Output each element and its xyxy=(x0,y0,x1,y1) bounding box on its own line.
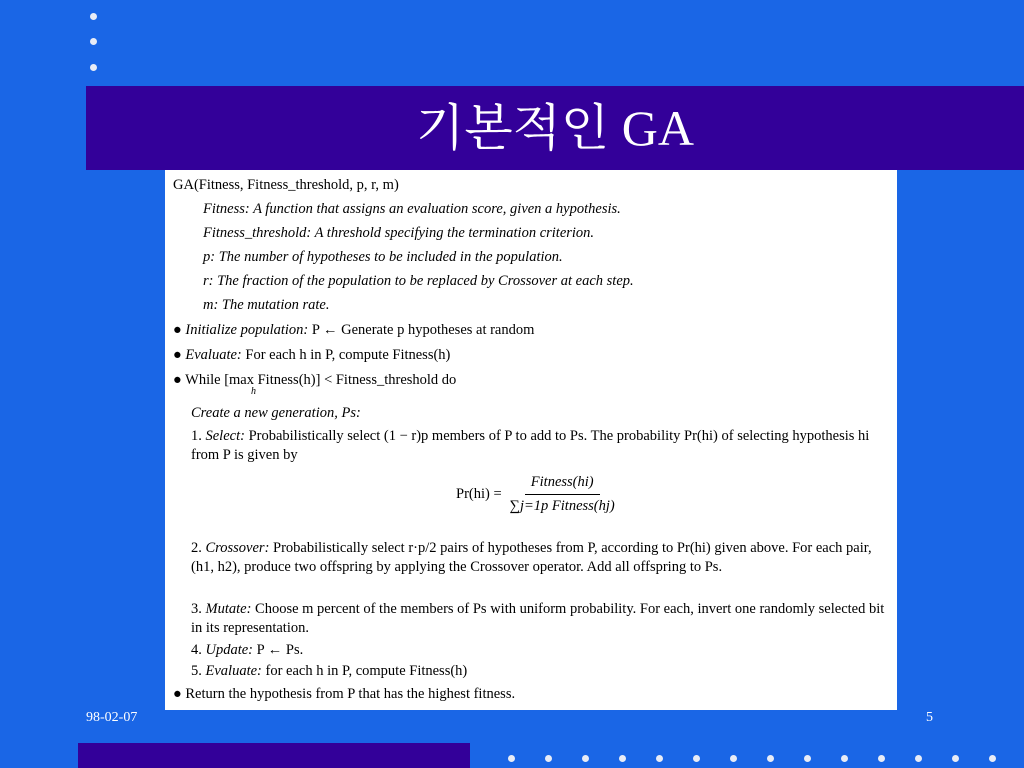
step-select xyxy=(191,427,891,465)
algorithm-figure xyxy=(165,170,897,710)
evaluate-text: For each h in P, compute Fitness(h) xyxy=(245,347,451,363)
step-text: P ← Ps. xyxy=(256,642,304,658)
decor-dot xyxy=(804,755,811,762)
slide-title: 기본적인 GA xyxy=(416,100,694,156)
step-update xyxy=(191,641,303,660)
step-number: 1. xyxy=(191,428,202,444)
step-label: Mutate: xyxy=(205,601,252,617)
decor-dot xyxy=(90,64,97,71)
init-text: P ← Generate p hypotheses at random xyxy=(311,322,535,338)
bullet-icon: ● xyxy=(173,372,182,388)
page-number: 5 xyxy=(926,710,933,725)
return-text: Return the hypothesis from P that has the highest fitness. xyxy=(185,686,516,702)
title-band xyxy=(86,86,1024,170)
while-subscript: h xyxy=(251,386,256,397)
bottom-band xyxy=(78,743,470,768)
step-label: Crossover: xyxy=(205,540,270,556)
bullet-icon: ● xyxy=(173,686,182,702)
step-number: 4. xyxy=(191,642,202,658)
formula-fraction xyxy=(510,473,615,516)
step-mutate xyxy=(191,600,891,638)
decor-dot xyxy=(582,755,589,762)
probability-formula xyxy=(456,473,615,516)
formula-denominator: ∑j=1p Fitness(hj) xyxy=(509,498,615,514)
step-label: Update: xyxy=(205,642,254,658)
formula-numerator: Fitness(hi) xyxy=(525,473,600,495)
decor-dot xyxy=(656,755,663,762)
formula-lhs: Pr(hi) = xyxy=(456,486,502,502)
evaluate-label: Evaluate: xyxy=(185,347,242,363)
param-p: p: The number of hypotheses to be included in the population. xyxy=(203,249,563,265)
step-text: Choose m percent of the members of Ps with uniform probability. For each, invert one randomly selected bit in its representation. xyxy=(191,601,885,636)
init-label: Initialize population: xyxy=(185,322,309,338)
step-evaluate xyxy=(191,662,467,681)
decor-dot xyxy=(841,755,848,762)
decor-dot xyxy=(767,755,774,762)
decor-dot xyxy=(915,755,922,762)
param-r: r: The fraction of the population to be replaced by Crossover at each step. xyxy=(203,273,634,289)
footer-date: 98-02-07 xyxy=(86,710,138,725)
while-line xyxy=(173,371,456,390)
bullet-icon: ● xyxy=(173,322,182,338)
param-threshold: Fitness_threshold: A threshold specifying the termination criterion. xyxy=(203,225,595,241)
algorithm-header: GA(Fitness, Fitness_threshold, p, r, m) xyxy=(173,177,399,193)
param-fitness: Fitness: A function that assigns an evaluation score, given a hypothesis. xyxy=(203,201,621,217)
step-label: Evaluate: xyxy=(205,663,262,679)
step-label: Select: xyxy=(205,428,245,444)
decor-dot xyxy=(90,13,97,20)
evaluate-line xyxy=(173,346,450,365)
decor-dot xyxy=(693,755,700,762)
step-text: Probabilistically select r·p/2 pairs of hypotheses from P, according to Pr(hi) given above. For each pair, (h1, h2), produce two offspring by applying the Crossover operator. Add all offspring to Ps. xyxy=(191,540,872,575)
step-number: 5. xyxy=(191,663,202,679)
decor-dot xyxy=(90,38,97,45)
decor-dot xyxy=(545,755,552,762)
step-number: 2. xyxy=(191,540,202,556)
return-line xyxy=(173,685,515,704)
decor-dot xyxy=(508,755,515,762)
param-m: m: The mutation rate. xyxy=(203,297,330,313)
step-crossover xyxy=(191,539,891,577)
decor-dot xyxy=(730,755,737,762)
step-text: for each h in P, compute Fitness(h) xyxy=(265,663,468,679)
decor-dot xyxy=(878,755,885,762)
init-line xyxy=(173,321,534,340)
while-text: While [max Fitness(h)] < Fitness_threshold do xyxy=(185,372,457,388)
bullet-icon: ● xyxy=(173,347,182,363)
step-text: Probabilistically select (1 − r)p members of P to add to Ps. The probability Pr(hi) of selecting hypothesis hi from P is given by xyxy=(191,428,870,463)
create-generation: Create a new generation, Ps: xyxy=(191,405,361,421)
decor-dot xyxy=(619,755,626,762)
decor-dot xyxy=(989,755,996,762)
decor-dot xyxy=(952,755,959,762)
step-number: 3. xyxy=(191,601,202,617)
